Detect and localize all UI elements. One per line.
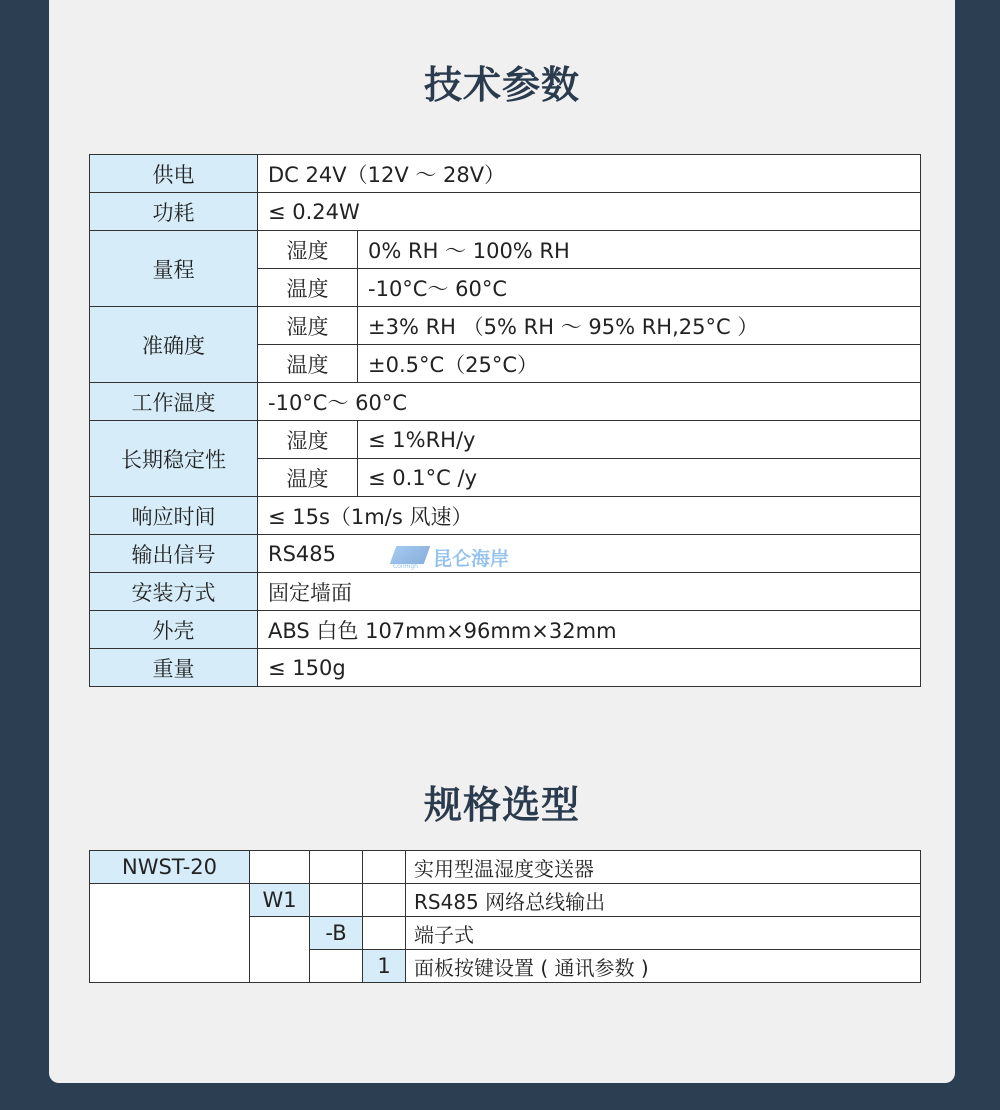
table-row [90,884,921,917]
table-row [90,231,921,269]
spec-value-stability-humidity: ≤ 1%RH/y [358,421,921,459]
table-row [90,421,921,459]
spec-label-output-signal: 输出信号 [90,535,258,573]
spec-label-accuracy: 准确度 [90,307,258,383]
table-row [90,573,921,611]
spec-sub-label: 温度 [258,269,358,307]
spec-value-installation: 固定墙面 [258,573,921,611]
content-card [49,0,955,1083]
table-row [90,383,921,421]
empty-cell [363,917,406,950]
spec-label-weight: 重量 [90,649,258,687]
empty-cell [250,917,310,983]
table-row [90,611,921,649]
spec-label-operating-temp: 工作温度 [90,383,258,421]
table-row [90,649,921,687]
option-desc-b: 端子式 [406,917,921,950]
spec-value-weight: ≤ 150g [258,649,921,687]
table-row [90,851,921,884]
spec-value-accuracy-temperature: ±0.5°C（25°C） [358,345,921,383]
spec-label-enclosure: 外壳 [90,611,258,649]
spec-sub-label: 湿度 [258,231,358,269]
spec-label-response-time: 响应时间 [90,497,258,535]
spec-value-enclosure: ABS 白色 107mm×96mm×32mm [258,611,921,649]
model-selection-table [89,850,921,983]
watermark-small-text: CollHigh [393,563,418,570]
spec-value-accuracy-humidity: ±3% RH （5% RH ～ 95% RH,25°C ） [358,307,921,345]
empty-cell [310,950,363,983]
section-title-specs: 技术参数 [423,63,580,107]
empty-cell [310,884,363,917]
spec-value-operating-temp: -10°C～ 60°C [258,383,921,421]
empty-cell [363,884,406,917]
option-code-w1: W1 [250,884,310,917]
empty-cell [90,884,250,983]
option-desc-1: 面板按键设置 ( 通讯参数 ) [406,950,921,983]
table-row [90,155,921,193]
spec-value-range-humidity: 0% RH ～ 100% RH [358,231,921,269]
model-desc: 实用型温湿度变送器 [406,851,921,884]
table-row [90,307,921,345]
table-row [90,193,921,231]
empty-cell [250,851,310,884]
spec-value-response-time: ≤ 15s（1m/s 风速） [258,497,921,535]
watermark-text: 昆仑海岸 [433,548,510,570]
spec-value-stability-temperature: ≤ 0.1°C /y [358,459,921,497]
spec-label-stability: 长期稳定性 [90,421,258,497]
table-row [90,497,921,535]
spec-sub-label: 湿度 [258,307,358,345]
spec-value-range-temperature: -10°C～ 60°C [358,269,921,307]
spec-sub-label: 温度 [258,345,358,383]
spec-value-power-consumption: ≤ 0.24W [258,193,921,231]
watermark-logo [393,544,513,570]
spec-label-range: 量程 [90,231,258,307]
option-code-b: -B [310,917,363,950]
spec-value-output-signal: RS485 [258,535,921,573]
empty-cell [310,851,363,884]
spec-sub-label: 湿度 [258,421,358,459]
spec-label-power-supply: 供电 [90,155,258,193]
logo-mark-icon [390,546,431,564]
empty-cell [363,851,406,884]
model-code: NWST-20 [90,851,250,884]
section-title-model-selection: 规格选型 [423,783,580,827]
spec-label-installation: 安装方式 [90,573,258,611]
spec-value-power-supply: DC 24V（12V ～ 28V） [258,155,921,193]
spec-label-power-consumption: 功耗 [90,193,258,231]
spec-sub-label: 温度 [258,459,358,497]
option-code-1: 1 [363,950,406,983]
spec-table [89,154,921,687]
option-desc-w1: RS485 网络总线输出 [406,884,921,917]
